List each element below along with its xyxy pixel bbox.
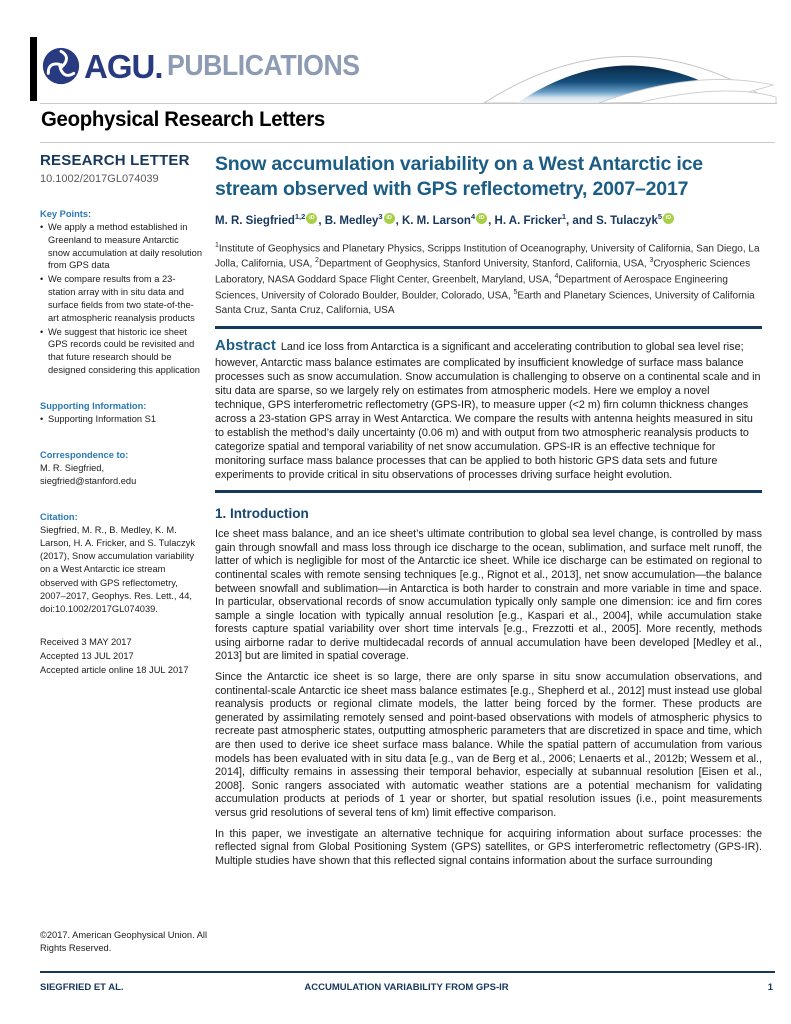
citation-text: Siegfried, M. R., B. Medley, K. M. Larson, H. A. Fricker, and S. Tulaczyk (2017), Snow accumulation variability on a West Antarctic ice stream observed with GPS reflectometry, 2007–2017, Geophys. Res. Lett., 44, doi:10.1002/2017GL074039.: [40, 524, 196, 614]
key-point-item: • We compare results from a 23-station array with in situ data and surface fields from two state-of-the-art atmospheric reanalysis products: [40, 274, 195, 323]
author-list: M. R. Siegfried$^{1,2}$ iD , B. Medley$^3$ iD , K. M. Larson$^4$ iD , H. A. Fricker$^1$, and S. Tulaczyk$^5$ iD: [215, 212, 762, 229]
orcid-icon[interactable]: iD: [476, 213, 487, 224]
key-point-item: • We suggest that historic ice sheet GPS records could be revisited and that future research should be designed considering this application: [40, 326, 200, 376]
sidebar: [40, 152, 202, 868]
orcid-icon[interactable]: iD: [306, 213, 317, 224]
key-point-item: • We apply a method established in Greenland to measure Antarctic snow accumulation at daily resolution from GPS data: [40, 222, 202, 271]
introduction-paragraphs: [215, 528, 762, 868]
abstract-text: Land ice loss from Antarctica is a significant and accelerating contribution to global sea level rise; however, Antarctic mass balance estimates are complicated by insufficient knowledge of surface mass balance processes such as snow accumulation. Snow accumulation is challenging to observe on a continental scale and in situ data are sparse, so we largely rely on estimates from atmospheric models. Here we employ a novel technique, GPS interferometric reflectometry (GPS-IR), to measure upper (<2 m) firn column thickness changes across a 23-station GPS array in West Antarctica. We compare the results with antenna heights measured in situ to establish the method’s daily uncertainty (0.06 m) and with output from two atmospheric reanalysis products to categorize spatial and temporal variability of net snow accumulation. GPS-IR is an effective technique for monitoring surface mass balance processes that can be applied to both historic GPS data sets and future experiments to provide critical in situ observations of processes driving surface height evolution.: [215, 341, 761, 482]
received-date: Received 3 MAY 2017: [40, 637, 132, 648]
correspondence-name: M. R. Siegfried,: [40, 462, 105, 473]
abstract-block: [215, 336, 762, 482]
article-dates: [40, 636, 202, 678]
affiliation-number: 2: [315, 257, 319, 265]
author-name: K. M. Larson$^4$: [401, 211, 476, 227]
citation-heading: Citation:: [40, 511, 78, 522]
affiliation-number: 5: [513, 289, 518, 297]
body-columns: [40, 152, 762, 868]
author-name: B. Medley$^3$: [324, 211, 383, 227]
orcid-icon[interactable]: iD: [384, 213, 395, 224]
agu-globe-icon: [42, 47, 80, 85]
agu-publications-text: PUBLICATIONS: [166, 49, 360, 82]
affiliation-number: 3: [649, 257, 654, 265]
orcid-icon[interactable]: iD: [663, 213, 674, 224]
running-head-authors: SIEGFRIED ET AL.: [40, 982, 124, 993]
article-type-label: RESEARCH LETTER: [40, 152, 190, 169]
correspondence-heading: Correspondence to:: [40, 449, 129, 460]
introduction-heading: 1. Introduction: [215, 506, 309, 522]
article-main: [215, 152, 762, 868]
author-name: H. A. Fricker$^1$: [494, 211, 567, 227]
supporting-info-list: [40, 413, 202, 426]
journal-name: Geophysical Research Letters: [41, 108, 325, 131]
affiliation-number: 4: [554, 273, 559, 281]
abstract-heading: Abstract: [215, 337, 276, 355]
copyright-notice: ©2017. American Geophysical Union. All Rights Reserved.: [40, 930, 208, 954]
agu-logo-text: AGU.: [84, 47, 163, 85]
running-head-title: ACCUMULATION VARIABILITY FROM GPS-IR: [304, 982, 509, 993]
article-title: Snow accumulation variability on a West Antarctic ice stream observed with GPS reflectometry, 2007–2017: [215, 153, 703, 200]
intro-paragraph: Since the Antarctic ice sheet is so large, there are only sparse in situ snow accumulation observations, and continental-scale Antarctic ice sheet mass balance estimates [e.g., Shepherd et al., 2012] must instead use global reanalysis products or regional climate models, the latter being forced by the former. These products are generated by assimilating remotely sensed and point-based observations with models of atmospheric physics to recreate past atmospheric states, outputting atmospheric parameters that are discretized in space and time, which are then used to derive ice sheet surface mass balance. While the spatial pattern of accumulation from various models has been evaluated with in situ data [e.g., van de Berg et al., 2006; Lenaerts et al., 2012b; Wessem et al., 2014], difficulty remains in assessing their temporal behavior, especially at subannual resolution [Eisen et al., 2008]. Sonic rangers associated with automatic weather stations are a potential mechanism for validating accumulation products at periods of 1 year or shorter, but spatial resolution issues (i.e., point measurements versus grid resolutions of several tens of km) limit effective comparison.: [215, 671, 762, 819]
supporting-info-heading: Supporting Information:: [40, 400, 147, 411]
supporting-info-item[interactable]: • Supporting Information S1: [40, 413, 157, 424]
accepted-date: Accepted 13 JUL 2017: [40, 651, 134, 662]
key-points-list: [40, 221, 202, 377]
footer-divider: [40, 971, 775, 973]
author-name: M. R. Siegfried$^{1,2}$: [215, 211, 306, 227]
key-points-heading: Key Points:: [40, 209, 92, 219]
author-name: S. Tulaczyk$^5$: [596, 211, 663, 227]
page-number: 1: [767, 982, 773, 993]
agu-logo: [42, 47, 376, 85]
intro-paragraph: In this paper, we investigate an alternative technique for acquiring information about surface processes: the reflected signal from Global Positioning System (GPS) satellites, or GPS interferometric reflectometry (GPS-IR). Multiple studies have shown that this reflected signal contains information about the surface surrounding: [215, 827, 762, 867]
accepted-online-date: Accepted article online 18 JUL 2017: [40, 664, 189, 675]
footer: [40, 982, 773, 993]
section-divider-bottom: [215, 490, 762, 493]
section-divider-top: [215, 326, 762, 329]
correspondence-email[interactable]: siegfried@stanford.edu: [40, 475, 137, 486]
intro-paragraph: Ice sheet mass balance, and an ice sheet’s ultimate contribution to global sea level change, is controlled by mass gain through snowfall and mass loss through ice discharge to the ocean, sublimation, and surface melt runoff, the latter of which is negligible for most of the Antarctic ice sheet. While ice discharge can be estimated on regional to continental scales with remote sensing techniques [e.g., Rignot et al., 2013], net snow accumulation—the balance between snowfall and sublimation—in Antarctica is both harder to constrain and more variable in time and space. In particular, observational records of snow accumulation typically only sample one dimension: ice and firn cores sample a single location with typically annual resolution [e.g., Kaspari et al., 2004], while accumulation stake forests capture spatial variability over short time intervals [e.g., Frezzotti et al., 2005]. More recently, methods using airborne radar to derive multidecadal records of annual accumulation have been developed [Medley et al., 2013] but are limited in spatial coverage.: [215, 528, 762, 663]
earth-arc-graphic: [481, 40, 777, 104]
affiliations: $^1$Institute of Geophysics and Planetary Physics, Scripps Institution of Oceanography, University of California, San Diego, La Jolla, California, USA, $^2$Department of Geophysics, Stanford University, Stanford, California, USA, $^3$Cryospheric Sciences Laboratory, NASA Goddard Space Flight Center, Greenbelt, Maryland, USA, $^4$Department of Aerospace Engineering Sciences, University of Colorado Boulder, Boulder, Colorado, USA, $^5$Earth and Planetary Sciences, University of California Santa Cruz, Santa Cruz, California, USA: [215, 241, 760, 316]
scan-artifact-bar: [30, 37, 37, 101]
header-divider-bottom: [40, 142, 775, 143]
doi: 10.1002/2017GL074039: [40, 173, 159, 185]
affiliation-number: 1: [215, 241, 219, 249]
